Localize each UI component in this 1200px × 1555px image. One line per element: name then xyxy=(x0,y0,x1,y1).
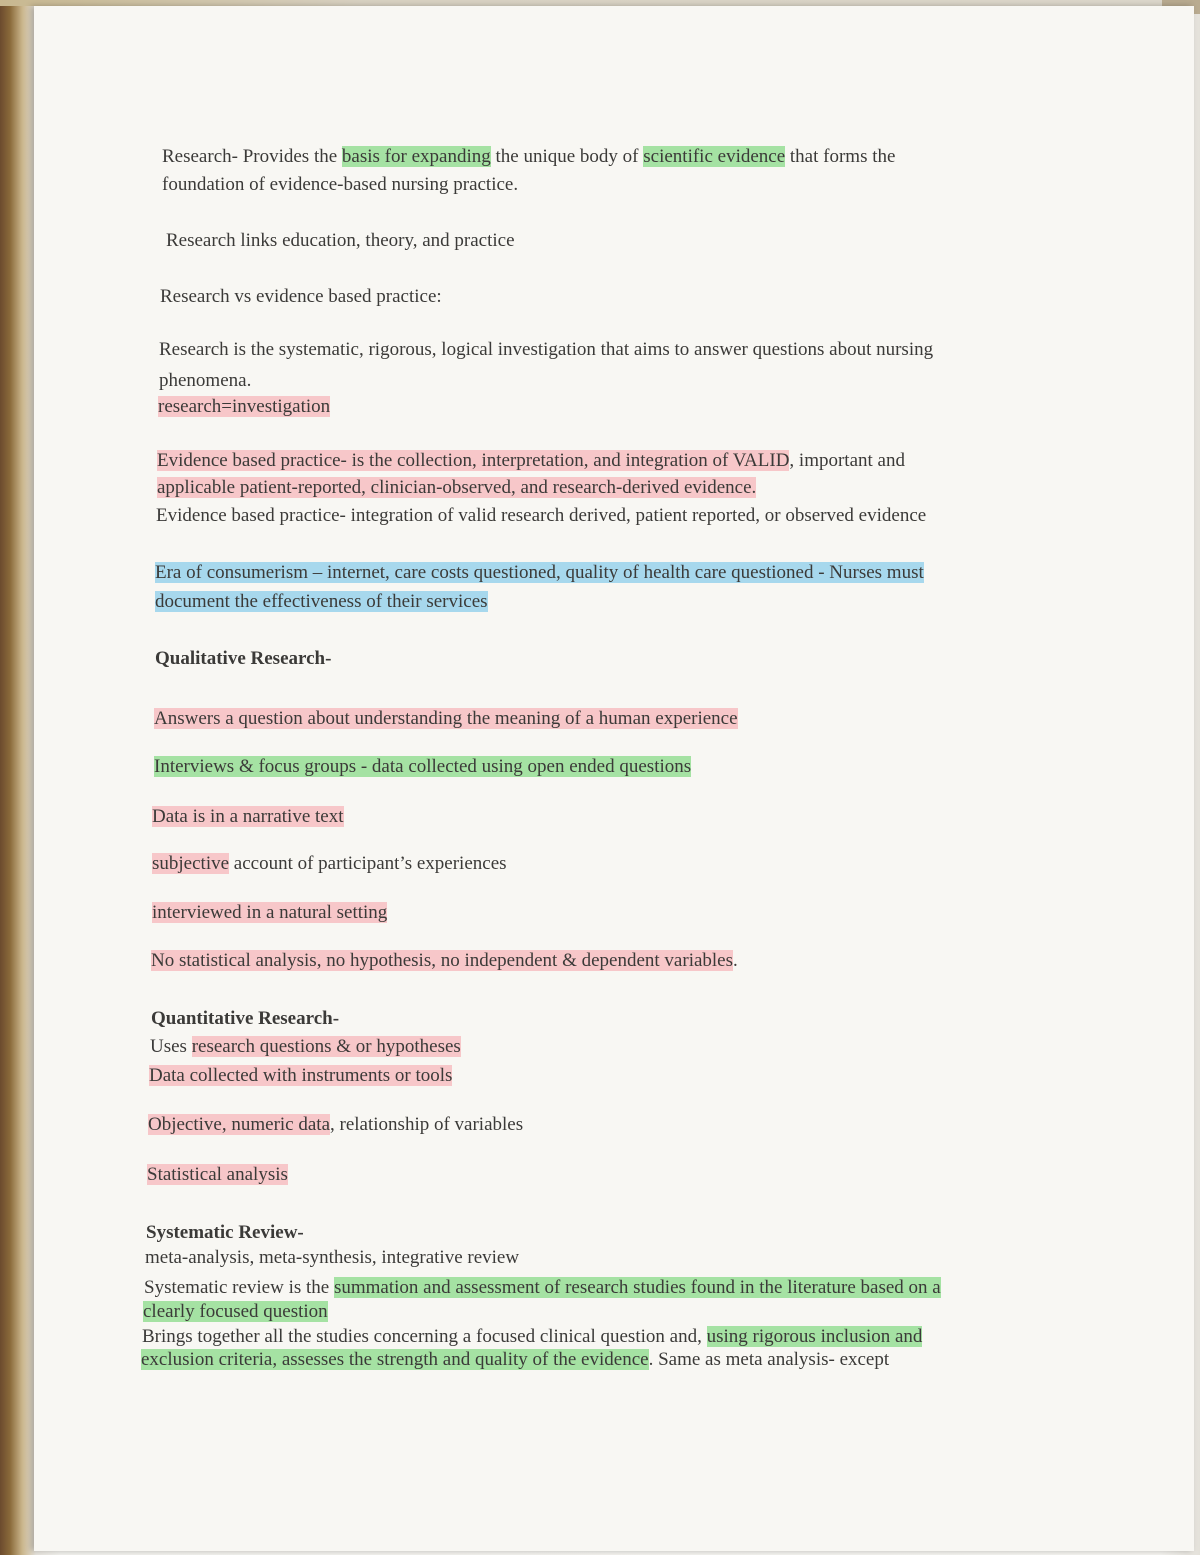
text-segment: phenomena. xyxy=(159,370,252,391)
text-line xyxy=(158,395,330,419)
highlighted-text: applicable patient-reported, clinician-observed, and research-derived evidence. xyxy=(157,477,757,498)
highlighted-text: using rigorous inclusion and xyxy=(706,1326,923,1347)
text-segment: account of participant’s experiences xyxy=(229,853,507,874)
text-segment: , relationship of variables xyxy=(330,1114,524,1135)
text-segment: the unique body of xyxy=(490,146,644,167)
text-line xyxy=(148,1113,523,1137)
text-segment: Research vs evidence based practice: xyxy=(160,286,442,307)
highlighted-text: interviewed in a natural setting xyxy=(152,902,388,923)
highlighted-text: subjective xyxy=(152,853,230,874)
text-segment: Evidence based practice- integration of valid research derived, patient reported, or observed evidence xyxy=(156,505,927,526)
highlighted-text: summation and assessment of research studies found in the literature based on a xyxy=(333,1277,941,1298)
text-line xyxy=(162,173,518,197)
text-line xyxy=(152,852,507,876)
highlighted-text: exclusion criteria, assesses the strength and quality of the evidence xyxy=(141,1349,649,1370)
text-segment: Quantitative Research- xyxy=(151,1008,340,1029)
text-line xyxy=(143,1300,328,1324)
text-segment: Systematic Review- xyxy=(146,1222,304,1243)
text-line xyxy=(159,369,251,393)
text-line xyxy=(142,1325,922,1349)
text-line xyxy=(159,338,933,362)
text-segment: . xyxy=(733,950,738,971)
text-segment: , important and xyxy=(789,450,905,471)
text-line xyxy=(145,1246,519,1270)
text-line xyxy=(154,755,691,779)
text-line xyxy=(162,145,895,169)
highlighted-text: Interviews & focus groups - data collected using open ended questions xyxy=(154,756,692,777)
text-segment: Uses xyxy=(150,1036,192,1057)
highlighted-text: Data collected with instruments or tools xyxy=(149,1065,453,1086)
highlighted-text: document the effectiveness of their services xyxy=(155,591,488,612)
text-segment: foundation of evidence-based nursing practice. xyxy=(162,174,519,195)
text-segment: Research links education, theory, and practice xyxy=(166,230,515,251)
text-line xyxy=(157,449,905,473)
text-segment: Research- Provides the xyxy=(162,146,342,167)
text-line xyxy=(150,1035,461,1059)
text-line xyxy=(151,949,738,973)
highlighted-text: research questions & or hypotheses xyxy=(191,1036,461,1057)
text-line xyxy=(155,561,924,585)
highlighted-text: Era of consumerism – internet, care costs questioned, quality of health care questioned - Nurses must xyxy=(155,562,924,583)
text-line xyxy=(149,1064,452,1088)
text-line xyxy=(152,901,387,925)
highlighted-text: Statistical analysis xyxy=(147,1164,288,1185)
text-segment: Qualitative Research- xyxy=(155,648,332,669)
text-line xyxy=(157,476,756,500)
text-line xyxy=(144,1276,941,1300)
text-segment: . Same as meta analysis- except xyxy=(648,1349,890,1370)
highlighted-text: basis for expanding xyxy=(341,146,491,167)
highlighted-text: Data is in a narrative text xyxy=(152,806,344,827)
text-line xyxy=(147,1163,288,1187)
text-segment: Brings together all the studies concerning a focused clinical question and, xyxy=(142,1326,707,1347)
text-line xyxy=(152,805,344,829)
text-line xyxy=(166,229,515,253)
text-line xyxy=(156,504,926,528)
highlighted-text: scientific evidence xyxy=(643,146,786,167)
text-line xyxy=(155,590,488,614)
text-line xyxy=(141,1348,889,1372)
text-line xyxy=(160,285,442,309)
highlighted-text: Objective, numeric data xyxy=(148,1114,331,1135)
text-segment: meta-analysis, meta-synthesis, integrative review xyxy=(145,1247,520,1268)
text-segment: that forms the xyxy=(785,146,896,167)
text-segment: Systematic review is the xyxy=(144,1277,334,1298)
text-line xyxy=(154,707,738,731)
section-heading xyxy=(151,1007,339,1031)
highlighted-text: No statistical analysis, no hypothesis, no independent & dependent variables xyxy=(151,950,734,971)
highlighted-text: research=investigation xyxy=(158,396,331,417)
text-segment: Research is the systematic, rigorous, logical investigation that aims to answer questions about nursing xyxy=(159,339,934,360)
section-heading xyxy=(155,647,331,671)
highlighted-text: Evidence based practice- is the collection, interpretation, and integration of VALID xyxy=(157,450,790,471)
highlighted-text: Answers a question about understanding the meaning of a human experience xyxy=(154,708,738,729)
section-heading xyxy=(146,1221,304,1245)
highlighted-text: clearly focused question xyxy=(143,1301,328,1322)
